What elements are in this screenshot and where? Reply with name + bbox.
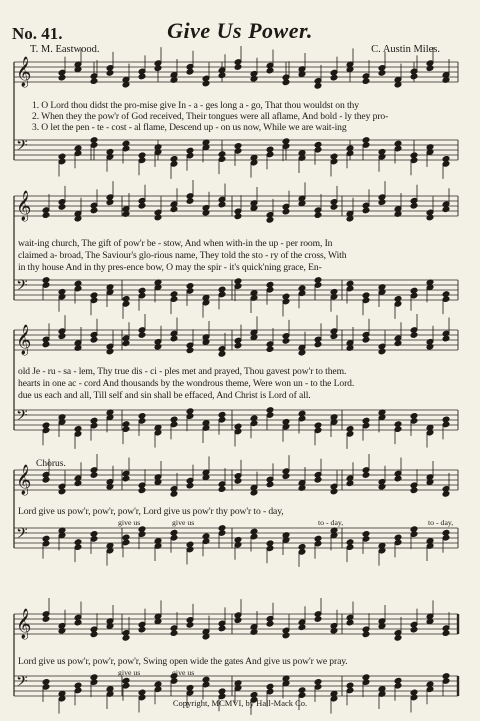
- note-head: [202, 210, 210, 217]
- verse-2-line-1: 2. When they the pow'r of God received, Their tongues were all aflame, And bold - ly they pro-: [32, 111, 389, 122]
- note-head: [186, 622, 194, 629]
- note-head: [138, 202, 146, 209]
- bass-clef-icon: 𝄢: [16, 137, 28, 158]
- note-head: [42, 476, 50, 483]
- note-head: [410, 202, 418, 209]
- note-head: [378, 484, 386, 491]
- note-head: [218, 201, 226, 208]
- note-head: [90, 207, 98, 214]
- note-head: [282, 338, 290, 345]
- treble-clef-icon: 𝄞: [16, 325, 32, 355]
- author-credit: T. M. Eastwood.: [30, 44, 100, 55]
- note-head: [314, 83, 322, 90]
- hymn-number: No. 41.: [12, 24, 63, 43]
- note-head: [266, 346, 274, 353]
- note-head: [106, 348, 114, 355]
- note-head: [218, 486, 226, 493]
- note-head: [42, 212, 50, 219]
- note-head: [186, 68, 194, 75]
- note-head: [378, 199, 386, 206]
- note-head: [426, 65, 434, 72]
- note-head: [154, 65, 162, 72]
- note-head: [218, 625, 226, 632]
- bass-clef-icon: 𝄢: [16, 407, 28, 428]
- note-head: [186, 347, 194, 354]
- note-head: [266, 217, 274, 224]
- chorus-echo: to - day,: [428, 518, 454, 527]
- note-head: [378, 348, 386, 355]
- note-head: [330, 628, 338, 635]
- note-head: [58, 204, 66, 211]
- note-head: [410, 332, 418, 339]
- note-head: [154, 214, 162, 221]
- copyright-notice: Copyright, MCMVI, by Hall-Mack Co.: [172, 698, 308, 708]
- note-head: [442, 206, 450, 213]
- note-head: [410, 73, 418, 80]
- bass-clef-icon: 𝄢: [16, 673, 28, 694]
- note-head: [186, 198, 194, 205]
- note-head: [394, 475, 402, 482]
- note-head: [90, 472, 98, 479]
- note-head: [346, 480, 354, 487]
- chorus-echo: give us: [118, 518, 141, 527]
- note-head: [42, 341, 50, 348]
- note-head: [170, 206, 178, 213]
- note-head: [186, 482, 194, 489]
- note-head: [234, 478, 242, 485]
- treble-clef-icon: 𝄞: [16, 191, 32, 221]
- bass-clef-icon: 𝄢: [16, 525, 28, 546]
- note-head: [154, 344, 162, 351]
- note-head: [266, 481, 274, 488]
- chorus-label: Chorus.: [36, 459, 66, 469]
- hymn-title: Give Us Power.: [167, 18, 313, 43]
- note-head: [58, 628, 66, 635]
- composer-credit: C. Austin Miles.: [371, 44, 440, 55]
- note-head: [138, 626, 146, 633]
- note-head: [90, 78, 98, 85]
- note-head: [378, 70, 386, 77]
- note-head: [314, 341, 322, 348]
- verse-3-line-1: 3. O let the pen - te - cost - al flame, Descend up - on us now, While we are wait-ing: [32, 122, 347, 133]
- note-head: [90, 631, 98, 638]
- note-head: [138, 73, 146, 80]
- note-head: [138, 487, 146, 494]
- note-head: [58, 488, 66, 495]
- verse-1-line-1: 1. O Lord thou didst the pro-mise give In - a - ges long a - go, That thou wouldst on thy: [32, 100, 359, 111]
- note-head: [106, 484, 114, 491]
- treble-clef-icon: 𝄞: [16, 57, 32, 87]
- verse-2-line-3: hearts in one ac - cord And thousands by the wondrous theme, Were won un - to the Lord.: [18, 378, 355, 389]
- note-head: [74, 480, 82, 487]
- note-head: [330, 204, 338, 211]
- note-head: [170, 630, 178, 637]
- note-head: [394, 340, 402, 347]
- note-head: [346, 619, 354, 626]
- note-head: [266, 67, 274, 74]
- note-head: [170, 335, 178, 342]
- note-head: [314, 212, 322, 219]
- chorus-echo: give us: [172, 668, 195, 677]
- note-head: [330, 488, 338, 495]
- note-head: [282, 79, 290, 86]
- note-head: [234, 617, 242, 624]
- chorus-line-2: Lord give us pow'r, pow'r, pow'r, Swing open wide the gates And give us pow'r we pray.: [18, 656, 348, 667]
- verse-3-line-2: in thy house And in thy pres-ence bow, O may the spir - it's quick'ning grace, En-: [18, 262, 322, 273]
- note-head: [362, 78, 370, 85]
- note-head: [410, 626, 418, 633]
- note-head: [58, 74, 66, 81]
- chorus-echo: give us: [172, 518, 195, 527]
- note-head: [282, 208, 290, 215]
- note-head: [234, 342, 242, 349]
- note-head: [282, 632, 290, 639]
- note-head: [314, 616, 322, 623]
- note-head: [394, 635, 402, 642]
- note-head: [74, 619, 82, 626]
- note-head: [42, 616, 50, 623]
- note-head: [298, 624, 306, 631]
- verse-1-line-3: old Je - ru - sa - lem, Thy true dis - ci - ples met and prayed, Thou gavest pow'r to them.: [18, 366, 347, 377]
- note-head: [138, 332, 146, 339]
- note-head: [426, 214, 434, 221]
- treble-clef-icon: 𝄞: [16, 609, 32, 639]
- note-head: [330, 74, 338, 81]
- chorus-echo: to - day,: [318, 518, 344, 527]
- note-head: [106, 70, 114, 77]
- note-head: [362, 472, 370, 479]
- note-head: [410, 487, 418, 494]
- verse-3-line-3: due us each and all, Till self and sin shall be effaced, And Christ is Lord of all.: [18, 390, 311, 401]
- verse-1-line-2: wait-ing church, The gift of pow'r be - stow, And when with-in the up - per room, In: [18, 238, 333, 249]
- note-head: [218, 351, 226, 358]
- note-head: [234, 213, 242, 220]
- note-head: [234, 64, 242, 71]
- note-head: [122, 475, 130, 482]
- verse-2-line-2: claimed a- broad, The Saviour's glo-rious name, They told the sto - ry of the cross, With: [18, 250, 347, 261]
- note-head: [362, 336, 370, 343]
- note-head: [106, 199, 114, 206]
- bass-clef-icon: 𝄢: [16, 277, 28, 298]
- note-head: [362, 207, 370, 214]
- chorus-line-1: Lord give us pow'r, pow'r, pow'r, Lord give us pow'r thy pow'r to - day,: [18, 506, 284, 517]
- note-head: [282, 473, 290, 480]
- note-head: [90, 336, 98, 343]
- note-head: [426, 344, 434, 351]
- note-head: [442, 630, 450, 637]
- note-head: [122, 635, 130, 642]
- note-head: [442, 335, 450, 342]
- note-head: [202, 80, 210, 87]
- note-head: [218, 72, 226, 79]
- note-head: [362, 631, 370, 638]
- note-head: [314, 476, 322, 483]
- treble-clef-icon: 𝄞: [16, 465, 32, 495]
- note-head: [266, 620, 274, 627]
- note-head: [442, 491, 450, 498]
- note-head: [58, 333, 66, 340]
- note-head: [170, 491, 178, 498]
- note-head: [330, 333, 338, 340]
- chorus-echo: give us: [118, 668, 141, 677]
- note-head: [250, 76, 258, 83]
- note-head: [122, 340, 130, 347]
